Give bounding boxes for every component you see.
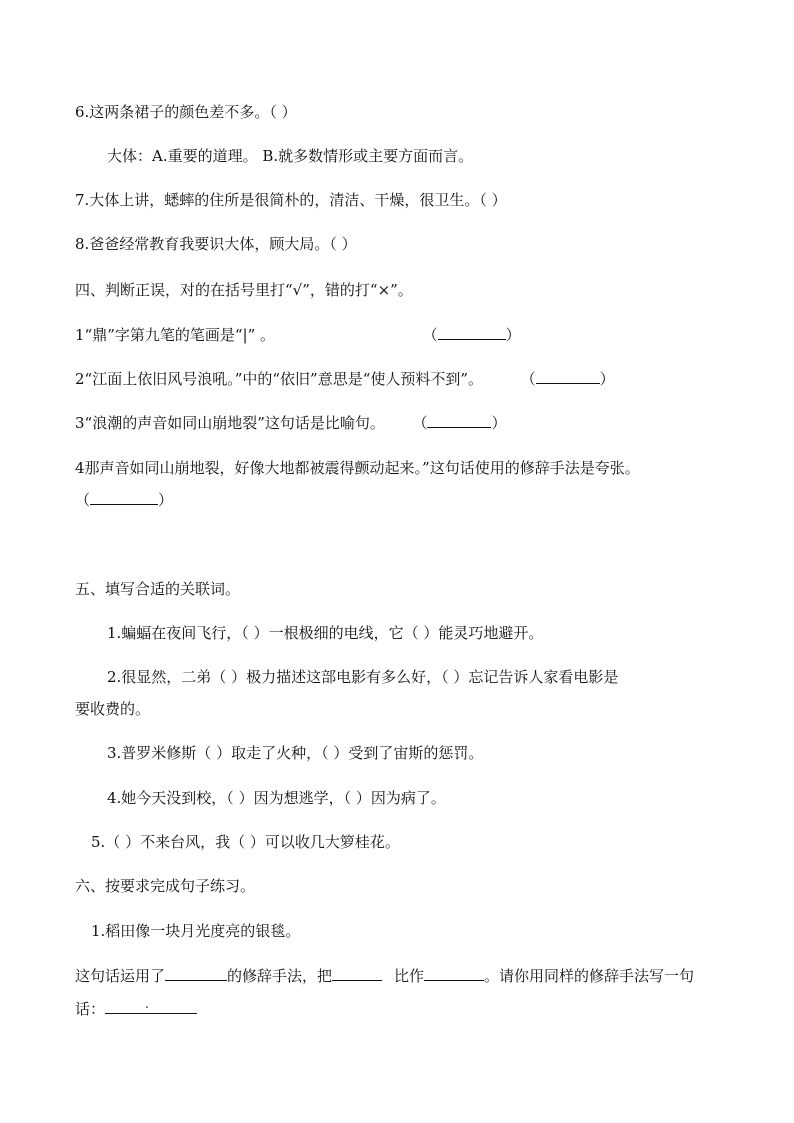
rhetoric-blank-2[interactable]	[332, 980, 382, 981]
conjunction-item-3: 3.普罗米修斯（ ）取走了火种，（ ）受到了宙斯的惩罚。	[107, 744, 484, 762]
judge-item-2	[75, 368, 615, 390]
rhetoric-answer-blank[interactable]	[105, 997, 197, 1014]
judge-item-3	[75, 412, 506, 434]
judge-item-3-paren-open: （	[412, 414, 428, 432]
section-5-title: 五、填写合适的关联词。	[75, 580, 241, 598]
conjunction-item-4: 4.她今天没到校，（ ）因为想逃学，（ ）因为病了。	[107, 789, 446, 807]
rhetoric-answer-line	[75, 998, 197, 1020]
judge-item-3-blank[interactable]	[427, 427, 491, 428]
rhetoric-blank-1[interactable]	[165, 980, 227, 981]
rhetoric-q-part-d: 。请你用同样的修辞手法写一句	[484, 967, 695, 985]
judge-item-2-paren-open: （	[520, 370, 536, 388]
section-6-title: 六、按要求完成句子练习。	[75, 877, 256, 895]
judge-item-3-paren-close: ）	[491, 414, 507, 432]
question-7: 7.大体上讲，蟋蟀的住所是很简朴的，清洁、干燥，很卫生。（ ）	[75, 191, 507, 209]
sentence-item-1: 1.稻田像一块月光度亮的银毯。	[91, 922, 301, 940]
dati-definition: 大体：A.重要的道理。 B.就多数情形或主要方面而言。	[107, 147, 474, 165]
rhetoric-q-part-b: 的修辞手法，把	[227, 967, 333, 985]
rhetoric-question	[75, 965, 694, 987]
judge-item-1-paren-close: ）	[505, 326, 521, 344]
judge-item-1	[75, 324, 521, 346]
question-6: 6.这两条裙子的颜色差不多。（ ）	[75, 103, 297, 121]
judge-item-4: 4那声音如同山崩地裂，好像大地都被震得颤动起来。”这句话使用的修辞手法是夸张。	[75, 459, 640, 477]
rhetoric-q-part-c: 比作	[394, 967, 425, 985]
judge-item-3-text: 3“浪潮的声音如同山崩地裂”这句话是比喻句。	[75, 414, 385, 432]
judge-item-4-blank[interactable]	[90, 504, 158, 505]
judge-item-4-paren-open: （	[75, 491, 91, 509]
conjunction-item-2-cont: 要收费的。	[75, 700, 151, 718]
judge-item-2-text: 2“江面上依旧风号浪吼。”中的“依旧”意思是“使人预料不到”。	[75, 370, 484, 388]
conjunction-item-5: 5.（ ）不来台风，我（ ）可以收几大箩桂花。	[91, 833, 400, 851]
judge-item-1-paren-open: （	[422, 326, 438, 344]
section-4-title: 四、判断正误，对的在括号里打“√”，错的打“×”。	[75, 281, 413, 299]
conjunction-item-1: 1.蝙蝠在夜间飞行，（ ）一根极细的电线，它（ ）能灵巧地避开。	[107, 624, 544, 642]
rhetoric-answer-label: 话：	[75, 1000, 106, 1018]
rhetoric-blank-3[interactable]	[424, 980, 484, 981]
conjunction-item-2: 2.很显然，二弟（ ）极力描述这部电影有多么好，（ ）忘记告诉人家看电影是	[107, 668, 619, 686]
rhetoric-answer-dot: .	[145, 997, 149, 1011]
question-8: 8.爸爸经常教育我要识大体，顾大局。（ ）	[75, 235, 357, 253]
judge-item-2-blank[interactable]	[536, 383, 600, 384]
judge-item-1-blank[interactable]	[438, 339, 506, 340]
judge-item-2-paren-close: ）	[599, 370, 615, 388]
judge-item-4-answer	[75, 489, 173, 511]
rhetoric-q-part-a: 这句话运用了	[75, 967, 166, 985]
judge-item-4-paren-close: ）	[158, 491, 174, 509]
judge-item-1-text: 1“鼎”字第九笔的笔画是“|” 。	[75, 326, 276, 344]
